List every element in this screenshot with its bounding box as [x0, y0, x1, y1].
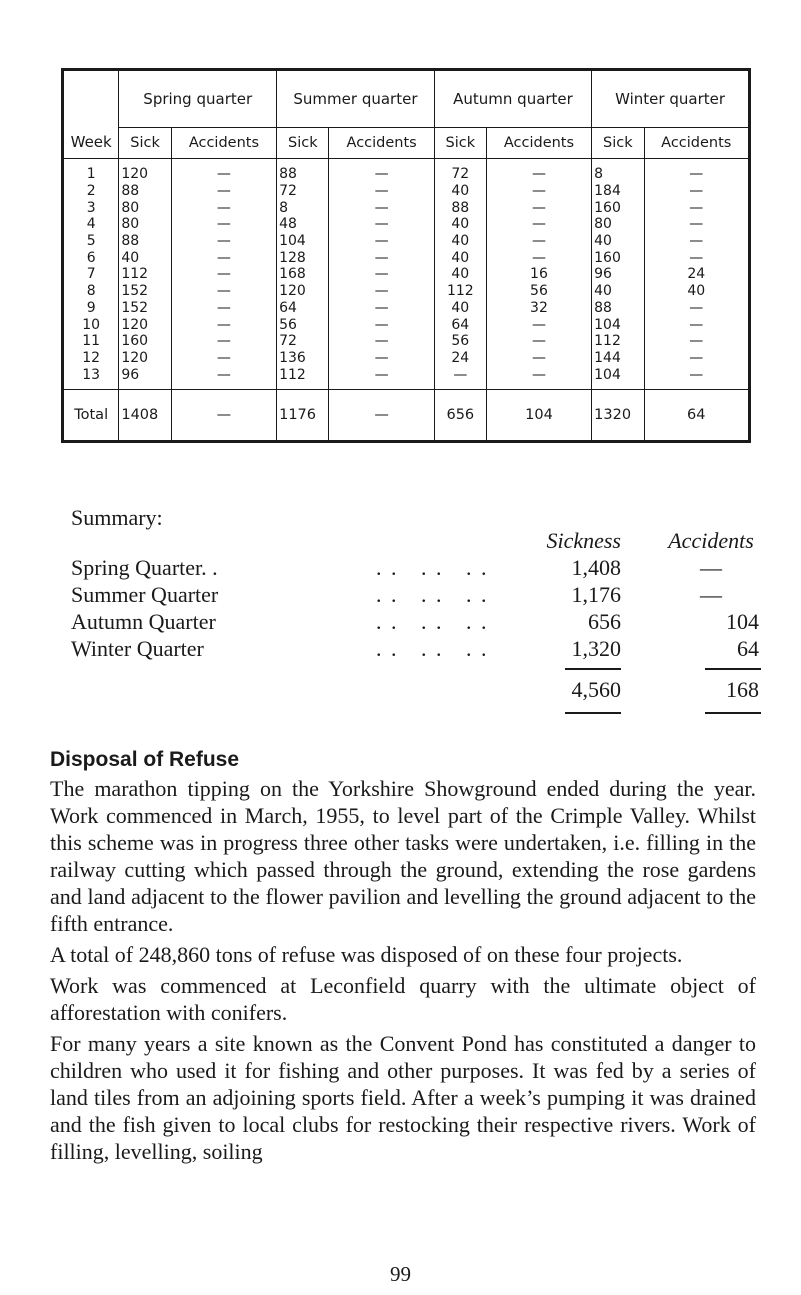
- table-cell: —: [644, 183, 749, 200]
- total-label: Total: [63, 389, 119, 441]
- summary-leader-dots: . . . . . .: [376, 555, 489, 580]
- table-cell: —: [486, 233, 591, 250]
- summary-sickness-value: 1,176: [571, 582, 621, 607]
- table-cell: —: [171, 350, 276, 367]
- table-cell: —: [644, 350, 749, 367]
- table-cell: 120: [119, 350, 171, 367]
- table-cell: —: [329, 300, 434, 317]
- week-number: 8: [63, 283, 119, 300]
- week-number: 3: [63, 199, 119, 216]
- week-number: 11: [63, 333, 119, 350]
- summary-quarter-label: Winter Quarter: [71, 636, 204, 661]
- table-row: [63, 283, 750, 300]
- summary-accidents-value: —: [700, 555, 722, 580]
- table-cell: 152: [119, 300, 171, 317]
- table-cell: 16: [486, 266, 591, 283]
- accidents-column-header: Accidents: [486, 128, 591, 159]
- table-cell: 40: [434, 249, 486, 266]
- table-cell: 112: [592, 333, 644, 350]
- total-cell: —: [171, 389, 276, 441]
- table-row: [63, 199, 750, 216]
- summary-rule: [565, 712, 621, 714]
- table-cell: —: [486, 316, 591, 333]
- week-number: 6: [63, 249, 119, 266]
- summary-leader-dots: . . . . . .: [376, 609, 489, 634]
- table-cell: 160: [119, 333, 171, 350]
- week-number: 13: [63, 366, 119, 389]
- table-row: [63, 183, 750, 200]
- paragraph: The marathon tipping on the Yorkshire Showground ended during the year. Work commenced in March, 1955, to level part of the Crimple Valley. Whilst this scheme was in progress three other tasks were undertaken, i.e. filling in the railway cutting which passed through the ground, extending the rose gardens and land adjacent to the flower pavilion and levelling the ground adjacent to the fifth entrance.: [50, 776, 756, 936]
- table-cell: —: [171, 159, 276, 183]
- table-cell: 64: [434, 316, 486, 333]
- autumn-quarter-header: Autumn quarter: [434, 70, 591, 128]
- table-cell: 8: [277, 199, 329, 216]
- table-cell: —: [486, 350, 591, 367]
- summary-rows: [71, 554, 761, 662]
- table-cell: —: [329, 233, 434, 250]
- table-cell: 40: [644, 283, 749, 300]
- table-cell: —: [644, 300, 749, 317]
- week-number: 4: [63, 216, 119, 233]
- table-cell: 112: [119, 266, 171, 283]
- table-cell: —: [644, 199, 749, 216]
- week-number: 7: [63, 266, 119, 283]
- summary-row: [71, 554, 761, 581]
- table-cell: —: [486, 159, 591, 183]
- week-number: 1: [63, 159, 119, 183]
- summary-leader-dots: . . . . . .: [376, 582, 489, 607]
- table-cell: —: [486, 366, 591, 389]
- summary-row: [71, 608, 761, 635]
- summary-title: Summary:: [71, 505, 163, 530]
- table-cell: —: [329, 159, 434, 183]
- table-cell: 152: [119, 283, 171, 300]
- table-cell: —: [329, 249, 434, 266]
- summary-block: [71, 527, 761, 718]
- table-cell: 112: [434, 283, 486, 300]
- table-cell: 120: [119, 159, 171, 183]
- table-cell: 72: [277, 333, 329, 350]
- summer-quarter-header: Summer quarter: [277, 70, 435, 128]
- table-cell: —: [171, 266, 276, 283]
- weekly-table-body: [63, 159, 750, 390]
- table-cell: —: [644, 316, 749, 333]
- table-cell: —: [171, 316, 276, 333]
- table-cell: 96: [119, 366, 171, 389]
- table-cell: 40: [434, 183, 486, 200]
- week-number: 5: [63, 233, 119, 250]
- table-cell: —: [171, 300, 276, 317]
- table-cell: 32: [486, 300, 591, 317]
- summary-header-row: [71, 527, 761, 554]
- table-cell: 104: [277, 233, 329, 250]
- total-cell: 1320: [592, 389, 644, 441]
- summary-rule: [565, 668, 621, 670]
- summary-rule: [705, 668, 761, 670]
- quarter-header-row: [63, 70, 750, 128]
- accidents-header: Accidents: [668, 528, 754, 553]
- table-cell: —: [171, 216, 276, 233]
- table-cell: 96: [592, 266, 644, 283]
- table-cell: —: [644, 366, 749, 389]
- table-cell: —: [486, 249, 591, 266]
- table-cell: —: [486, 333, 591, 350]
- summary-spacer: [71, 662, 761, 672]
- body-text: [50, 775, 756, 1169]
- winter-quarter-header: Winter quarter: [592, 70, 750, 128]
- table-cell: —: [329, 350, 434, 367]
- table-cell: 104: [592, 316, 644, 333]
- sick-column-header: Sick: [119, 128, 171, 159]
- summary-row: [71, 581, 761, 608]
- table-cell: —: [171, 183, 276, 200]
- table-cell: —: [486, 216, 591, 233]
- week-column-header: Week: [63, 70, 119, 159]
- table-cell: —: [329, 266, 434, 283]
- total-cell: 104: [486, 389, 591, 441]
- summary-accidents-value: 64: [737, 636, 759, 661]
- total-row: [63, 389, 750, 441]
- spring-quarter-header: Spring quarter: [119, 70, 277, 128]
- table-cell: —: [171, 199, 276, 216]
- table-cell: —: [329, 333, 434, 350]
- table-cell: 136: [277, 350, 329, 367]
- table-cell: 88: [119, 233, 171, 250]
- table-cell: —: [644, 249, 749, 266]
- paragraph: For many years a site known as the Convent Pond has constituted a danger to children who used it for fishing and other purposes. It was fed by a series of land tiles from an adjoining sports field. After a week’s pumping it was drained and the fish given to local clubs for restocking their respective rivers. Work of filling, levelling, soiling: [50, 1031, 756, 1164]
- table-cell: 40: [434, 266, 486, 283]
- table-cell: 72: [277, 183, 329, 200]
- table-row: [63, 366, 750, 389]
- section-heading: Disposal of Refuse: [50, 748, 240, 771]
- table-row: [63, 350, 750, 367]
- table-cell: 128: [277, 249, 329, 266]
- sickness-header: Sickness: [546, 528, 621, 553]
- table-cell: —: [329, 183, 434, 200]
- summary-rule: [705, 712, 761, 714]
- summary-leader-dots: . . . . . .: [376, 636, 489, 661]
- table-cell: 56: [434, 333, 486, 350]
- summary-spacer: [71, 706, 761, 718]
- table-cell: 80: [119, 199, 171, 216]
- table-cell: 48: [277, 216, 329, 233]
- table-cell: 80: [119, 216, 171, 233]
- summary-sickness-value: 1,408: [571, 555, 621, 580]
- table-cell: 160: [592, 199, 644, 216]
- table-cell: 184: [592, 183, 644, 200]
- table-cell: 8: [592, 159, 644, 183]
- table-cell: 160: [592, 249, 644, 266]
- table-cell: 104: [592, 366, 644, 389]
- accidents-column-header: Accidents: [644, 128, 749, 159]
- week-number: 9: [63, 300, 119, 317]
- table-cell: —: [171, 233, 276, 250]
- summary-sickness-value: 656: [588, 609, 621, 634]
- table-cell: 168: [277, 266, 329, 283]
- table-cell: —: [171, 283, 276, 300]
- paragraph: A total of 248,860 tons of refuse was disposed of on these four projects.: [50, 942, 683, 967]
- table-cell: —: [171, 249, 276, 266]
- total-cell: 64: [644, 389, 749, 441]
- week-number: 10: [63, 316, 119, 333]
- table-cell: 88: [592, 300, 644, 317]
- week-number: 2: [63, 183, 119, 200]
- table-row: [63, 300, 750, 317]
- table-cell: 24: [644, 266, 749, 283]
- table-cell: 40: [592, 233, 644, 250]
- table-cell: —: [329, 216, 434, 233]
- table-cell: 88: [434, 199, 486, 216]
- table-row: [63, 249, 750, 266]
- table-cell: —: [486, 199, 591, 216]
- table-cell: —: [434, 366, 486, 389]
- table-cell: 72: [434, 159, 486, 183]
- table-cell: —: [644, 159, 749, 183]
- table-cell: —: [329, 283, 434, 300]
- table-row: [63, 333, 750, 350]
- page-number: 99: [390, 1262, 411, 1286]
- summary-quarter-label: Summer Quarter: [71, 582, 219, 607]
- table-cell: —: [644, 233, 749, 250]
- table-cell: 80: [592, 216, 644, 233]
- table-cell: 88: [119, 183, 171, 200]
- total-cell: 656: [434, 389, 486, 441]
- table-cell: 120: [119, 316, 171, 333]
- table-cell: 40: [434, 216, 486, 233]
- sick-column-header: Sick: [434, 128, 486, 159]
- table-row: [63, 159, 750, 183]
- summary-quarter-label: Autumn Quarter: [71, 609, 216, 634]
- table-row: [63, 316, 750, 333]
- table-cell: 24: [434, 350, 486, 367]
- table-cell: —: [329, 366, 434, 389]
- sick-column-header: Sick: [277, 128, 329, 159]
- summary-total-sickness: 4,560: [571, 677, 621, 702]
- total-cell: 1176: [277, 389, 329, 441]
- table-cell: 144: [592, 350, 644, 367]
- week-number: 12: [63, 350, 119, 367]
- sub-header-row: [63, 128, 750, 159]
- table-cell: —: [644, 216, 749, 233]
- summary-total-row: [71, 672, 761, 706]
- table-row: [63, 216, 750, 233]
- summary-total-accidents: 168: [726, 677, 759, 702]
- table-cell: —: [171, 333, 276, 350]
- table-cell: 40: [434, 233, 486, 250]
- table-cell: 40: [119, 249, 171, 266]
- summary-sickness-value: 1,320: [571, 636, 621, 661]
- weekly-sickness-accidents-table: [61, 68, 751, 443]
- sick-column-header: Sick: [592, 128, 644, 159]
- summary-accidents-value: 104: [726, 609, 759, 634]
- summary-row: [71, 635, 761, 662]
- table-cell: —: [329, 199, 434, 216]
- table-cell: 112: [277, 366, 329, 389]
- summary-accidents-value: —: [700, 582, 722, 607]
- table-cell: 40: [434, 300, 486, 317]
- table-cell: —: [486, 183, 591, 200]
- table-cell: 88: [277, 159, 329, 183]
- total-cell: 1408: [119, 389, 171, 441]
- table-row: [63, 233, 750, 250]
- summary-quarter-label: Spring Quarter. .: [71, 555, 218, 580]
- table-cell: —: [329, 316, 434, 333]
- accidents-column-header: Accidents: [171, 128, 276, 159]
- table-cell: —: [644, 333, 749, 350]
- table-row: [63, 266, 750, 283]
- accidents-column-header: Accidents: [329, 128, 434, 159]
- paragraph: Work was commenced at Leconfield quarry with the ultimate object of afforestation with conifers.: [50, 973, 756, 1025]
- table-cell: 120: [277, 283, 329, 300]
- table-cell: 56: [486, 283, 591, 300]
- table-cell: 56: [277, 316, 329, 333]
- total-cell: —: [329, 389, 434, 441]
- table-cell: 64: [277, 300, 329, 317]
- table-cell: 40: [592, 283, 644, 300]
- table-cell: —: [171, 366, 276, 389]
